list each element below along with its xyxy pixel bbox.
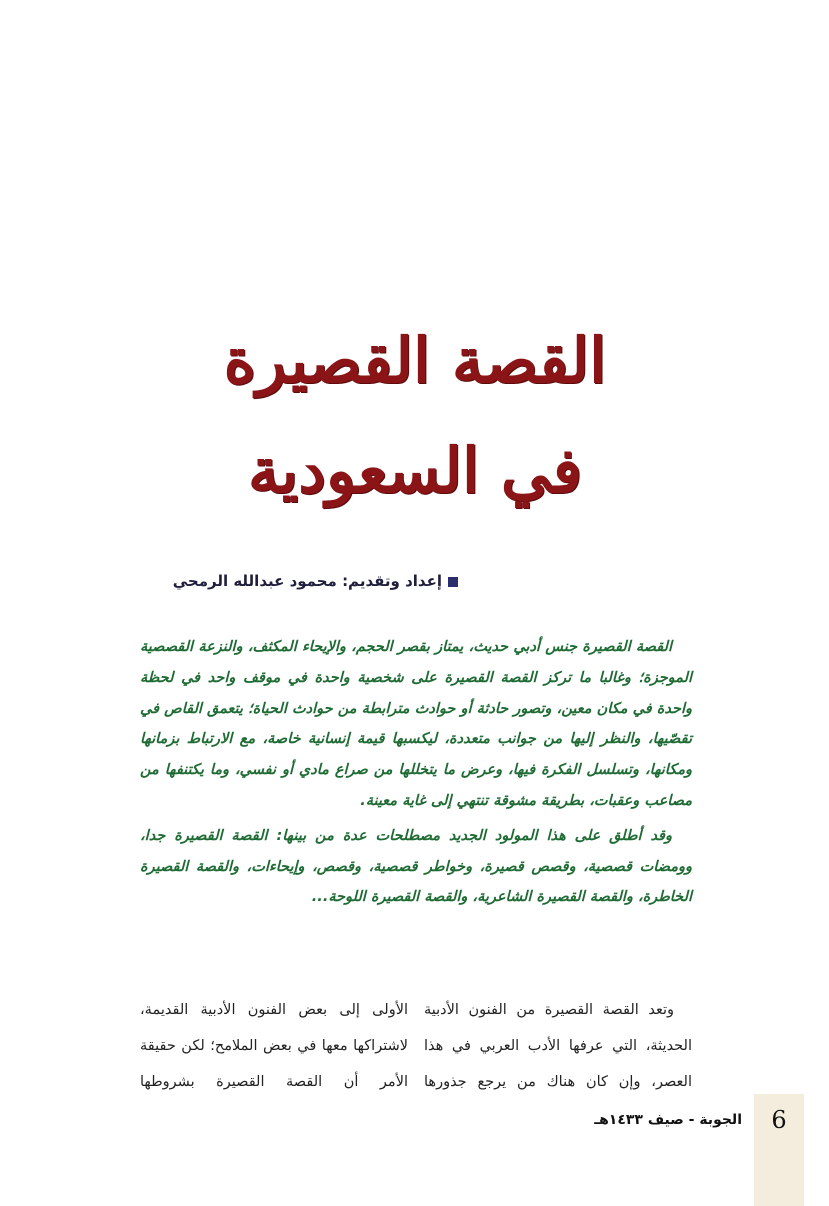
author-name: إعداد وتقديم: محمود عبدالله الرمحي xyxy=(172,572,442,590)
article-title-line-2: في السعودية xyxy=(247,434,583,507)
article-abstract xyxy=(140,632,692,913)
page-number: 6 xyxy=(771,1106,787,1134)
article-title-line-1: القصة القصيرة xyxy=(223,324,607,397)
abstract-paragraph-1: القصة القصيرة جنس أدبي حديث، يمتاز بقصر الحجم، والإيحاء المكثف، والنزعة القصصية الموجزة؛ وغالبا ما تركز القصة القصيرة على شخصية واحدة في موقف واحد في لحظة واحدة في مكان معين، وتصور حادثة أو حوادث مترابطة من حوادث الحياة؛ يتعمق القاص في تقصّيها، والنظر إليها من جوانب متعددة، ليكسبها قيمة إنسانية خاصة، مع الارتباط بزمانها ومكانها، وتسلسل الفكرة فيها، وعرض ما يتخللها من صراع مادي أو نفسي، وما يكتنفها من مصاعب وعقبات، بطريقة مشوقة تنتهي إلى غاية معينة. xyxy=(140,639,692,809)
abstract-paragraph-2: وقد أطلق على هذا المولود الجديد مصطلحات عدة من بينها: القصة القصيرة جدا، وومضات قصصية، وقصص قصيرة، وخواطر قصصية، وقصص، وإيحاءات، والقصة القصيرة الخاطرة، والقصة القصيرة الشاعرية، والقصة القصيرة اللوحة... xyxy=(140,827,692,906)
body-paragraph-right: وتعد القصة القصيرة من الفنون الأدبية الحديثة، التي عرفها الأدب العربي في هذا العصر، وإن كان هناك من يرجع جذورها xyxy=(424,1002,692,1090)
author-credit xyxy=(140,572,458,590)
body-column-right xyxy=(424,992,692,1100)
body-column-left xyxy=(140,992,408,1100)
body-paragraph-left: الأولى إلى بعض الفنون الأدبية القديمة، لاشتراكها معها في بعض الملامح؛ لكن حقيقة الأمر أن القصة القصيرة بشروطها xyxy=(140,1002,408,1090)
footer-magazine-issue: الجوبة - صيف ١٤٣٣هـ xyxy=(594,1112,742,1128)
bullet-square-icon xyxy=(448,577,458,587)
